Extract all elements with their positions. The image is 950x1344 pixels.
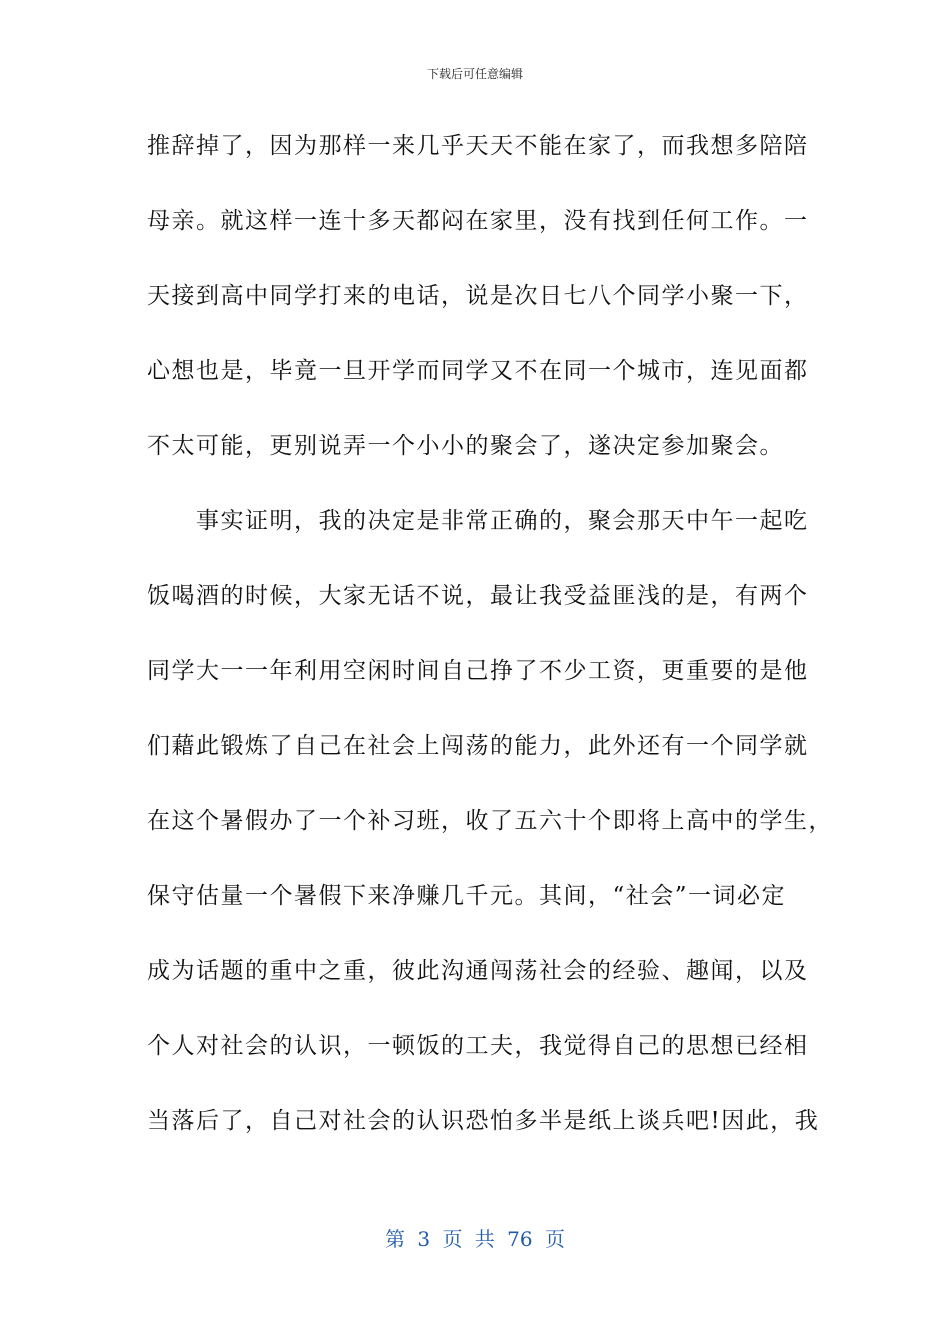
text-line-5: 不太可能，更别说弄一个小小的聚会了，遂决定参加聚会。 [147,433,784,459]
text-line-14: 当落后了，自己对社会的认识恐怕多半是纸上谈兵吧!因此，我 [147,1108,820,1134]
text-line-13: 个人对社会的认识，一顿饭的工夫，我觉得自己的思想已经相 [147,1033,809,1059]
text-line-1: 推辞掉了，因为那样一来几乎天天不能在家了，而我想多陪陪 [147,133,809,159]
text-line-11: 保守估量一个暑假下来净赚几千元。其间，“社会”一词必定 [147,883,787,909]
text-line-12: 成为话题的重中之重，彼此沟通闯荡社会的经验、趣闻，以及 [147,958,809,984]
text-line-10: 在这个暑假办了一个补习班，收了五六十个即将上高中的学生， [147,808,833,834]
text-line-7: 饭喝酒的时候，大家无话不说，最让我受益匪浅的是，有两个 [147,583,809,609]
text-line-3: 天接到高中同学打来的电话，说是次日七八个同学小聚一下， [147,283,809,309]
document-body [147,126,833,1176]
page-number-footer: 第 3 页 共 76 页 [385,1227,565,1251]
page-header: 下载后可任意编辑 [426,67,523,81]
text-line-9: 们藉此锻炼了自己在社会上闯荡的能力，此外还有一个同学就 [147,733,809,759]
text-line-6: 事实证明，我的决定是非常正确的，聚会那天中午一起吃 [147,508,809,534]
text-line-2: 母亲。就这样一连十多天都闷在家里，没有找到任何工作。一 [147,208,809,234]
text-line-8: 同学大一一年利用空闲时间自己挣了不少工资，更重要的是他 [147,658,809,684]
text-line-4: 心想也是，毕竟一旦开学而同学又不在同一个城市，连见面都 [147,358,809,384]
